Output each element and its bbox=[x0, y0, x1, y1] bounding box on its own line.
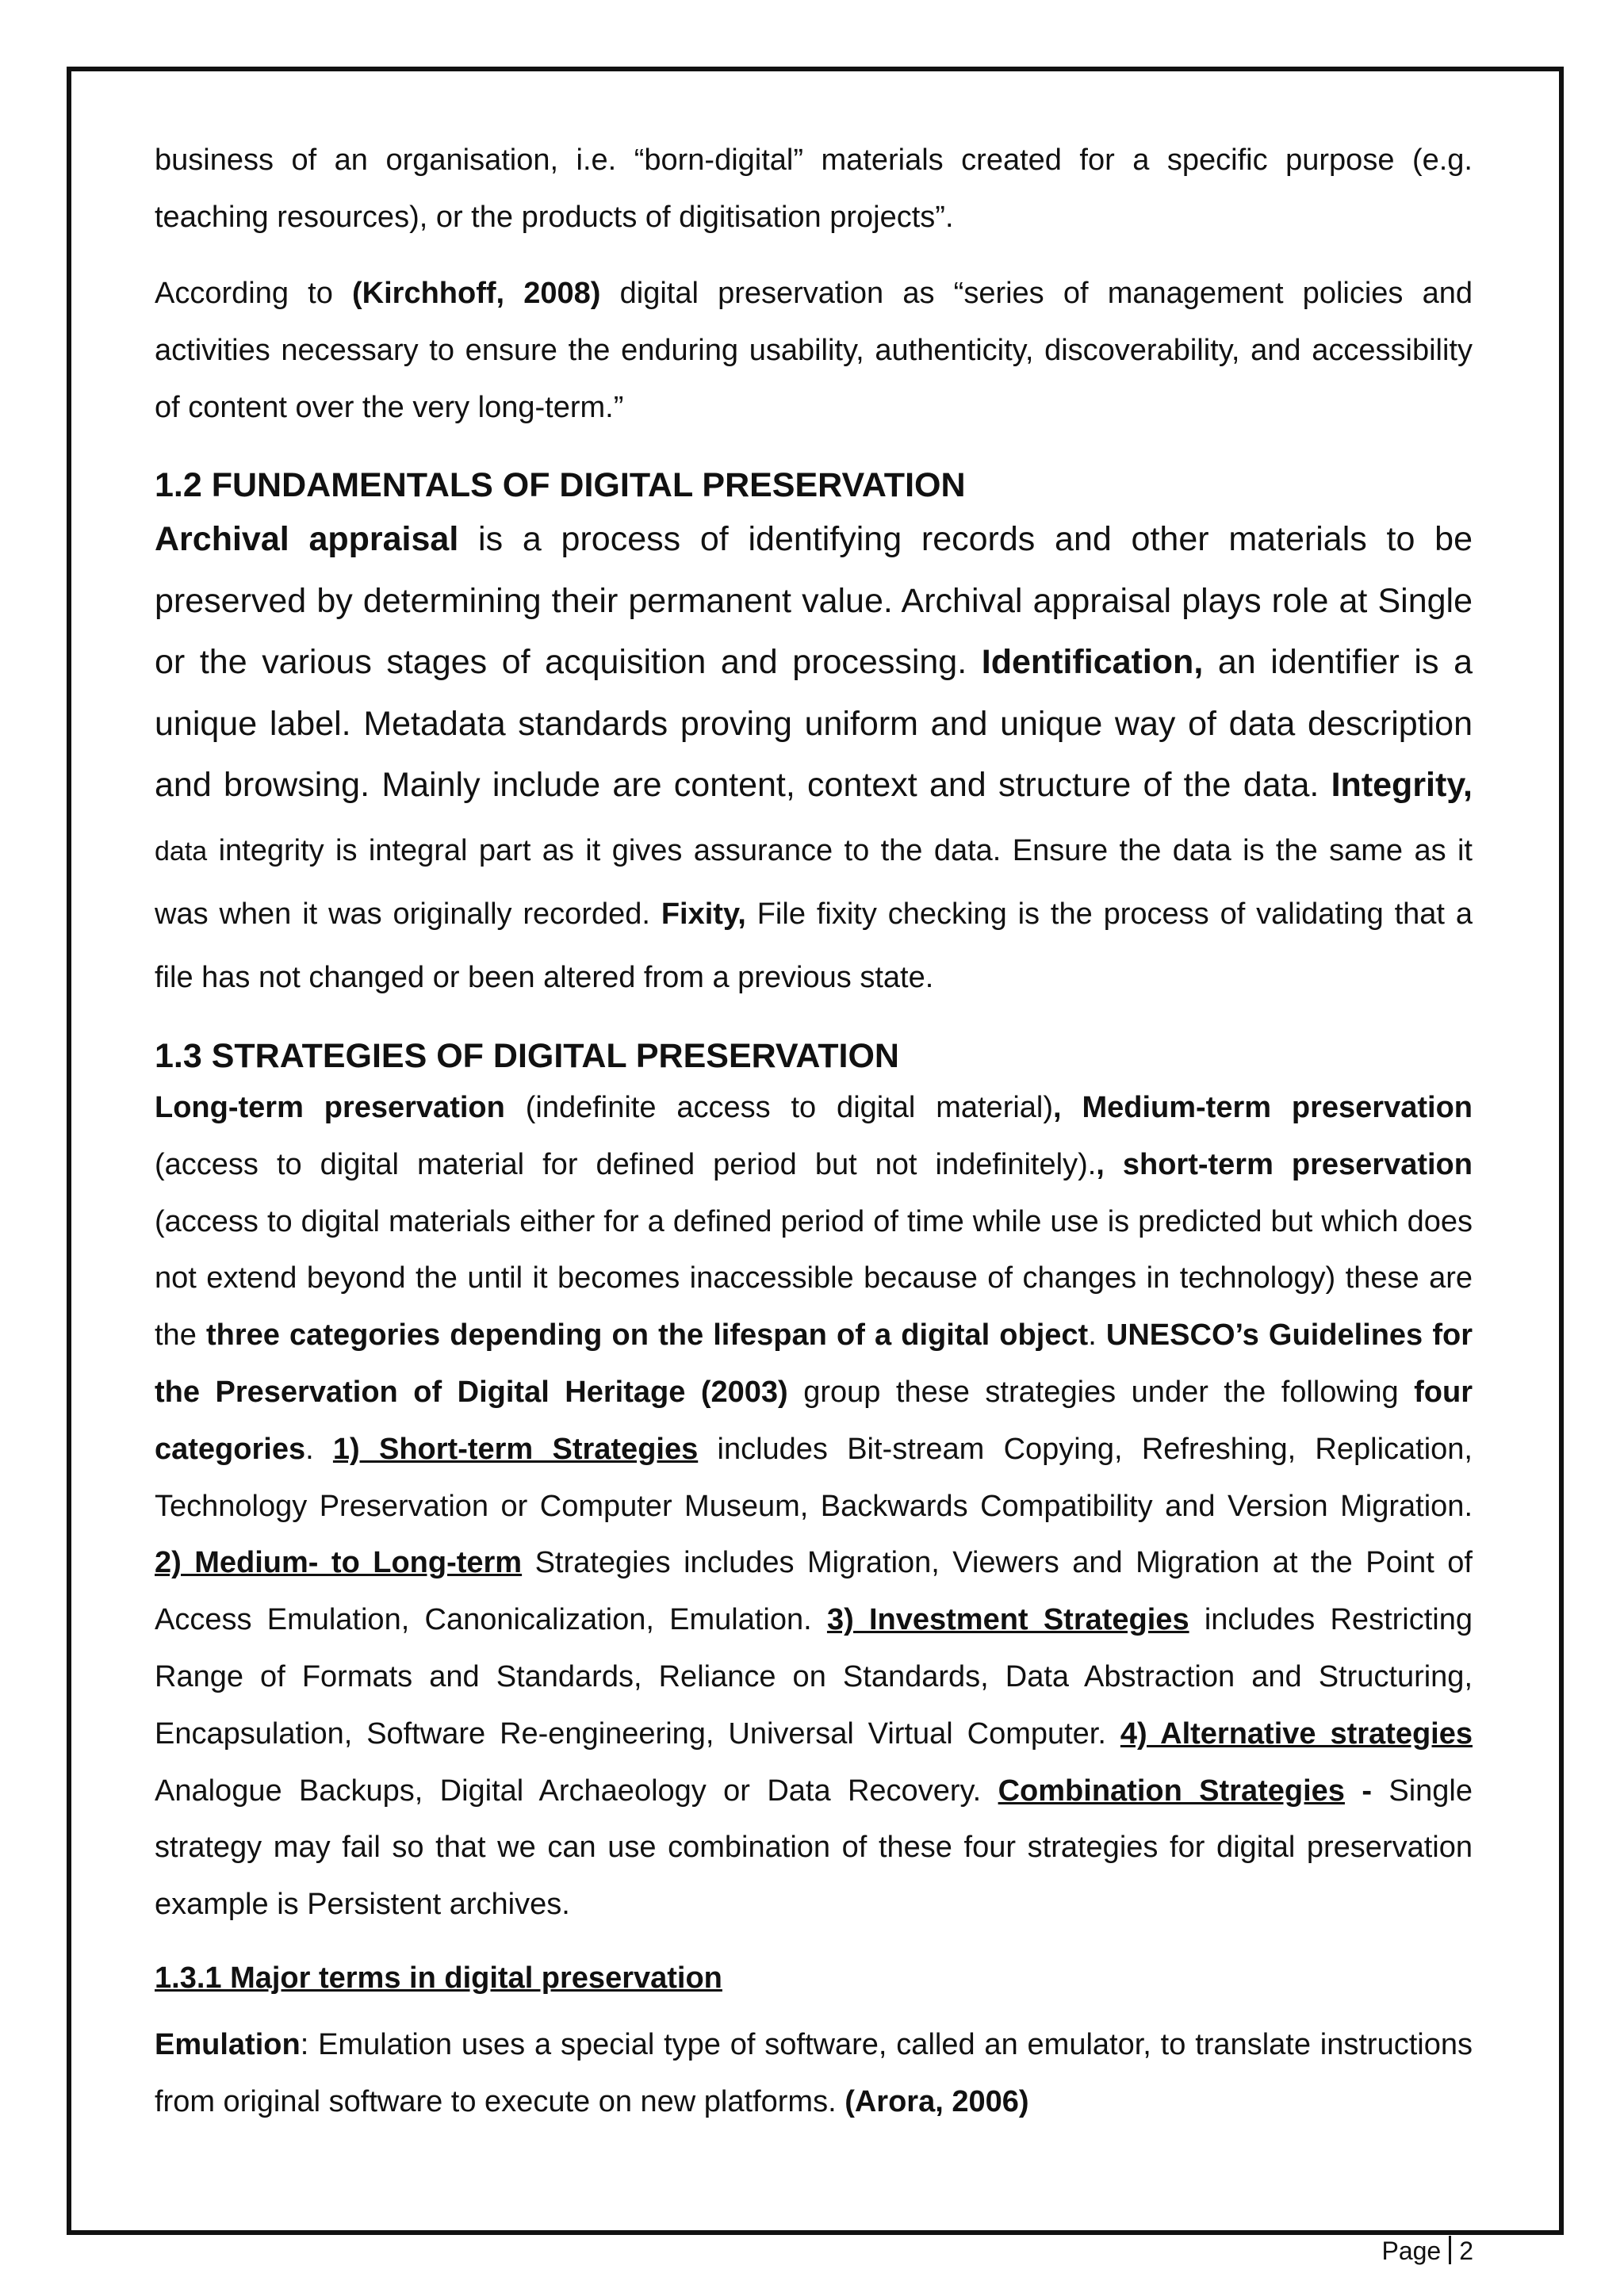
term-identification: Identification, bbox=[981, 643, 1204, 681]
strategy-alternative: 4) Alternative strategies bbox=[1120, 1716, 1473, 1751]
heading-fundamentals: 1.2 FUNDAMENTALS OF DIGITAL PRESERVATION bbox=[155, 466, 966, 504]
document-body bbox=[155, 132, 1473, 2130]
page-footer bbox=[1381, 2236, 1473, 2266]
term-fixity: Fixity, bbox=[661, 897, 746, 931]
page-label: Page bbox=[1381, 2237, 1442, 2265]
paragraph-kirchhoff: According to (Kirchhoff, 2008) digital preservation as “series of management policies and activities necessary to ensure the enduring usability, authenticity, discoverability, and accessibility of content over the very long-term.” bbox=[155, 277, 1473, 424]
term-integrity: Integrity, bbox=[1331, 766, 1473, 804]
paragraph-born-digital: business of an organisation, i.e. “born-digital” materials created for a specific purpose (e.g. teaching resources), or the products of digitisation projects”. bbox=[155, 144, 1473, 234]
page-number: 2 bbox=[1459, 2237, 1473, 2265]
heading-major-terms: 1.3.1 Major terms in digital preservation bbox=[155, 1961, 722, 1995]
strategy-combination: Combination Strategies bbox=[998, 1774, 1345, 1808]
heading-strategies: 1.3 STRATEGIES OF DIGITAL PRESERVATION bbox=[155, 1037, 899, 1075]
strategy-medium-long-term: 2) Medium- to Long-term bbox=[155, 1546, 523, 1580]
paragraph-emulation: Emulation: Emulation uses a special type of software, called an emulator, to translate instructions from original software to execute on new platforms. (Arora, 2006) bbox=[155, 2027, 1473, 2118]
paragraph-fundamentals: Archival appraisal is a process of identifying records and other materials to be preserved by determining their permanent value. Archival appraisal plays role at Single or the various stages of acquisition and processing. Identification, an identifier is a unique label. Metadata standards proving uniform and unique way of data description and browsing. Mainly include are content, context and structure of the data. Integrity, data integrity is integral part as it gives assurance to the data. Ensure the data is the same as it was when it was originally recorded. Fixity, File fixity checking is the process of validating that a file has not changed or been altered from a previous state. bbox=[155, 520, 1473, 994]
strategy-investment: 3) Investment Strategies bbox=[826, 1603, 1189, 1637]
term-emulation: Emulation bbox=[155, 2027, 301, 2061]
citation-arora: (Arora, 2006) bbox=[845, 2084, 1029, 2118]
strategy-short-term: 1) Short-term Strategies bbox=[332, 1432, 699, 1466]
paragraph-strategies: Long-term preservation (indefinite access to digital material), Medium-term preservation (access to digital material for defined period but not indefinitely)., short-term preservation (access to digital materials either for a defined period of time while use is predicted but which does not extend beyond the until it becomes inaccessible because of changes in technology) these are the three categories depending on the lifespan of a digital object. UNESCO’s Guidelines for the Preservation of Digital Heritage (2003) group these strategies under the following four categories. 1) Short-term Strategies includes Bit-stream Copying, Refreshing, Replication, Technology Preservation or Computer Museum, Backwards Compatibility and Version Migration. 2) Medium- to Long-term Strategies includes Migration, Viewers and Migration at the Point of Access Emulation, Canonicalization, Emulation. 3) Investment Strategies includes Restricting Range of Formats and Standards, Reliance on Standards, Data Abstraction and Structuring, Encapsulation, Software Re-engineering, Universal Virtual Computer. 4) Alternative strategies Analogue Backups, Digital Archaeology or Data Recovery. Combination Strategies - Single strategy may fail so that we can use combination of these four strategies for digital preservation example is Persistent archives. bbox=[155, 1091, 1473, 1922]
citation-kirchhoff: (Kirchhoff, 2008) bbox=[352, 277, 601, 310]
citation-unesco: UNESCO’s Guidelines for the Preservation of Digital Heritage (2003) bbox=[155, 1318, 1473, 1409]
footer-divider bbox=[1449, 2236, 1451, 2264]
term-archival-appraisal: Archival appraisal bbox=[155, 520, 459, 558]
